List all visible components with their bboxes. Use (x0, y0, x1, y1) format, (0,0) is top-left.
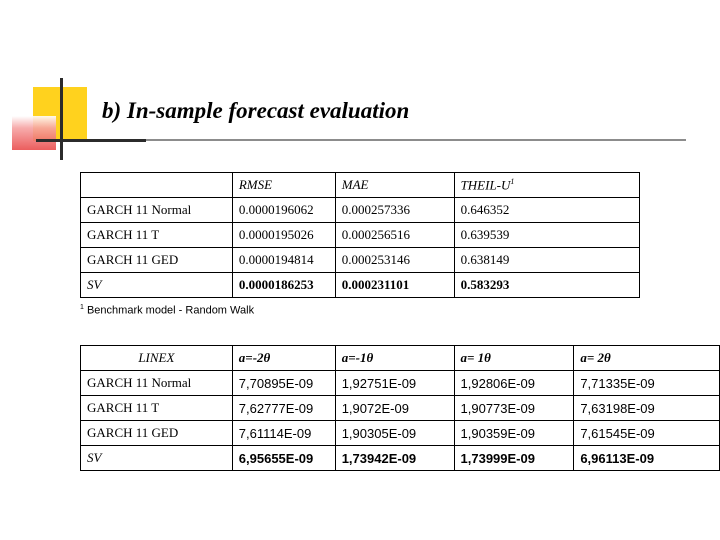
table-header-a-plus-2: a= 2θ (574, 346, 720, 371)
row-label: GARCH 11 Normal (81, 371, 233, 396)
rmse-value: 0.0000196062 (232, 198, 335, 223)
table-row (81, 396, 720, 421)
linex-value: 1,9072E-09 (335, 396, 454, 421)
table-row (81, 198, 640, 223)
linex-value: 1,92751E-09 (335, 371, 454, 396)
page-title: b) In-sample forecast evaluation (102, 98, 410, 123)
rmse-value: 0.0000186253 (232, 273, 335, 298)
row-label: GARCH 11 T (81, 223, 233, 248)
linex-value: 7,70895E-09 (232, 371, 335, 396)
table-row (81, 371, 720, 396)
decorative-vertical-line (60, 78, 63, 160)
rmse-value: 0.0000194814 (232, 248, 335, 273)
row-label: SV (81, 273, 233, 298)
table-header-mae: MAE (335, 173, 454, 198)
theil-u-superscript: 1 (510, 176, 515, 186)
theil-u-value: 0.639539 (454, 223, 639, 248)
table-header-a-minus-1: a=-1θ (335, 346, 454, 371)
linex-value: 7,61545E-09 (574, 421, 720, 446)
table-header-a-minus-2: a=-2θ (232, 346, 335, 371)
table-header-rmse: RMSE (232, 173, 335, 198)
forecast-metrics-table (80, 172, 640, 298)
theil-u-value: 0.583293 (454, 273, 639, 298)
table-row (81, 223, 640, 248)
footnote-marker: 1 (80, 304, 84, 311)
linex-value: 6,96113E-09 (574, 446, 720, 471)
table-row (81, 248, 640, 273)
table-header-a-plus-1: a= 1θ (454, 346, 574, 371)
mae-value: 0.000253146 (335, 248, 454, 273)
table-header-row (81, 173, 640, 198)
theil-u-value: 0.638149 (454, 248, 639, 273)
decorative-red-square (12, 116, 56, 150)
table-header-empty (81, 173, 233, 198)
linex-loss-table (80, 345, 720, 471)
linex-value: 1,73999E-09 (454, 446, 574, 471)
linex-value: 6,95655E-09 (232, 446, 335, 471)
row-label: GARCH 11 Normal (81, 198, 233, 223)
theil-u-value: 0.646352 (454, 198, 639, 223)
title-underline-accent (36, 139, 146, 142)
table-header-linex: LINEX (81, 346, 233, 371)
table-row (81, 273, 640, 298)
theil-u-label: THEIL-U (460, 177, 511, 193)
footnote (80, 304, 254, 317)
linex-value: 1,90359E-09 (454, 421, 574, 446)
table-row (81, 421, 720, 446)
linex-value: 1,73942E-09 (335, 446, 454, 471)
linex-value: 1,90773E-09 (454, 396, 574, 421)
row-label: SV (81, 446, 233, 471)
linex-value: 7,62777E-09 (232, 396, 335, 421)
row-label: GARCH 11 GED (81, 248, 233, 273)
linex-value: 7,61114E-09 (232, 421, 335, 446)
mae-value: 0.000231101 (335, 273, 454, 298)
row-label: GARCH 11 T (81, 396, 233, 421)
rmse-value: 0.0000195026 (232, 223, 335, 248)
table-header-theil-u (454, 173, 639, 198)
linex-value: 7,63198E-09 (574, 396, 720, 421)
row-label: GARCH 11 GED (81, 421, 233, 446)
mae-value: 0.000256516 (335, 223, 454, 248)
footnote-text: Benchmark model - Random Walk (86, 304, 255, 317)
mae-value: 0.000257336 (335, 198, 454, 223)
table-header-row (81, 346, 720, 371)
linex-value: 1,92806E-09 (454, 371, 574, 396)
linex-value: 1,90305E-09 (335, 421, 454, 446)
table-row (81, 446, 720, 471)
linex-value: 7,71335E-09 (574, 371, 720, 396)
